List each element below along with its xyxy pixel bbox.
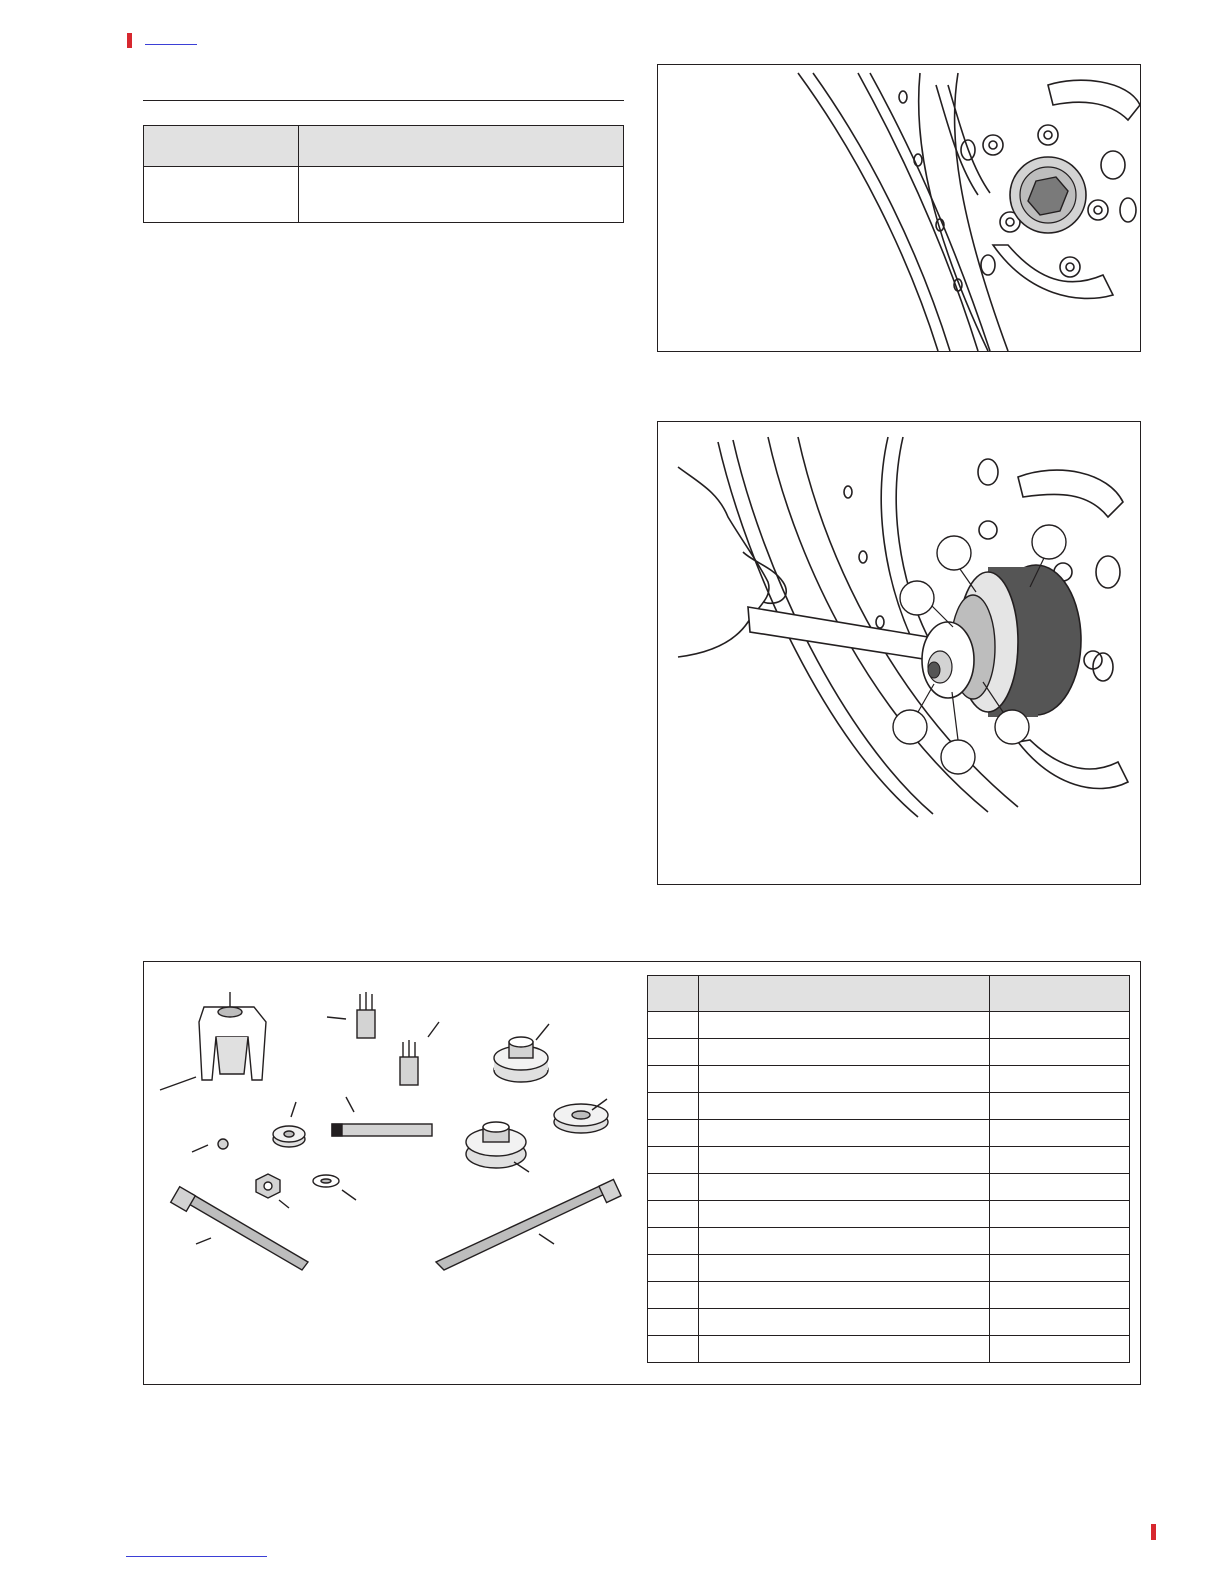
parts-table — [647, 975, 1130, 1363]
spec-table-cell — [144, 167, 299, 223]
parts-table-row — [648, 1012, 1130, 1039]
parts-table-cell — [648, 1282, 699, 1309]
parts-table-row — [648, 1255, 1130, 1282]
wheel-hub-illustration — [658, 65, 1140, 351]
parts-table-cell — [699, 1282, 990, 1309]
parts-table-cell — [990, 1066, 1130, 1093]
parts-table-row — [648, 1336, 1130, 1363]
parts-table-cell — [990, 1309, 1130, 1336]
parts-table-cell — [990, 1255, 1130, 1282]
parts-table-cell — [699, 1174, 990, 1201]
spec-table-header-cell — [299, 126, 624, 167]
parts-table-cell — [648, 1066, 699, 1093]
parts-table-cell — [990, 1093, 1130, 1120]
parts-table-cell — [699, 1093, 990, 1120]
parts-table-cell — [648, 1201, 699, 1228]
parts-table-cell — [648, 1228, 699, 1255]
parts-table-cell — [990, 1228, 1130, 1255]
parts-table-header-cell — [699, 976, 990, 1012]
parts-table-cell — [990, 1174, 1130, 1201]
parts-table-cell — [648, 1120, 699, 1147]
parts-table-cell — [648, 1039, 699, 1066]
footer-link-underline[interactable] — [126, 1556, 267, 1557]
parts-table-cell — [699, 1336, 990, 1363]
parts-table-cell — [990, 1039, 1130, 1066]
parts-table-cell — [990, 1282, 1130, 1309]
figure-tool-kit — [143, 961, 1141, 1385]
spec-table-row — [144, 167, 624, 223]
parts-table-cell — [648, 1309, 699, 1336]
parts-table-row — [648, 1228, 1130, 1255]
parts-table-row — [648, 1120, 1130, 1147]
parts-table-cell — [648, 1174, 699, 1201]
tool-kit-illustration — [144, 962, 634, 1384]
parts-table-header-cell — [990, 976, 1130, 1012]
parts-table-cell — [648, 1336, 699, 1363]
figure-wheel-hub — [657, 64, 1141, 352]
parts-table-cell — [648, 1093, 699, 1120]
header-accent-mark — [127, 33, 132, 48]
spec-table-header-cell — [144, 126, 299, 167]
parts-table-row — [648, 1201, 1130, 1228]
figure-bearing-remover-installed — [657, 421, 1141, 885]
parts-table-cell — [699, 1309, 990, 1336]
parts-table-cell — [648, 1147, 699, 1174]
parts-table-row — [648, 1039, 1130, 1066]
parts-table-row — [648, 1282, 1130, 1309]
parts-table-row — [648, 1174, 1130, 1201]
spec-table-header-row — [144, 126, 624, 167]
parts-table-row — [648, 1093, 1130, 1120]
bearing-remover-illustration — [658, 422, 1140, 884]
footer-accent-mark — [1151, 1524, 1156, 1540]
spec-table — [143, 125, 624, 223]
parts-table-row — [648, 1066, 1130, 1093]
parts-table-header-row — [648, 976, 1130, 1012]
parts-table-cell — [990, 1012, 1130, 1039]
parts-table-cell — [648, 1255, 699, 1282]
parts-table-cell — [699, 1255, 990, 1282]
parts-table-cell — [699, 1120, 990, 1147]
parts-table-row — [648, 1147, 1130, 1174]
parts-table-cell — [699, 1201, 990, 1228]
parts-table-cell — [699, 1012, 990, 1039]
parts-table-row — [648, 1309, 1130, 1336]
parts-table-cell — [990, 1336, 1130, 1363]
parts-table-cell — [648, 1012, 699, 1039]
spec-table-cell — [299, 167, 624, 223]
parts-table-header-cell — [648, 976, 699, 1012]
parts-table-cell — [990, 1120, 1130, 1147]
section-heading-rule — [143, 100, 624, 101]
parts-table-cell — [699, 1147, 990, 1174]
parts-table-cell — [699, 1039, 990, 1066]
parts-table-cell — [699, 1228, 990, 1255]
parts-table-cell — [990, 1201, 1130, 1228]
header-section-link-underline[interactable] — [145, 44, 197, 45]
parts-table-cell — [699, 1066, 990, 1093]
parts-table-cell — [990, 1147, 1130, 1174]
